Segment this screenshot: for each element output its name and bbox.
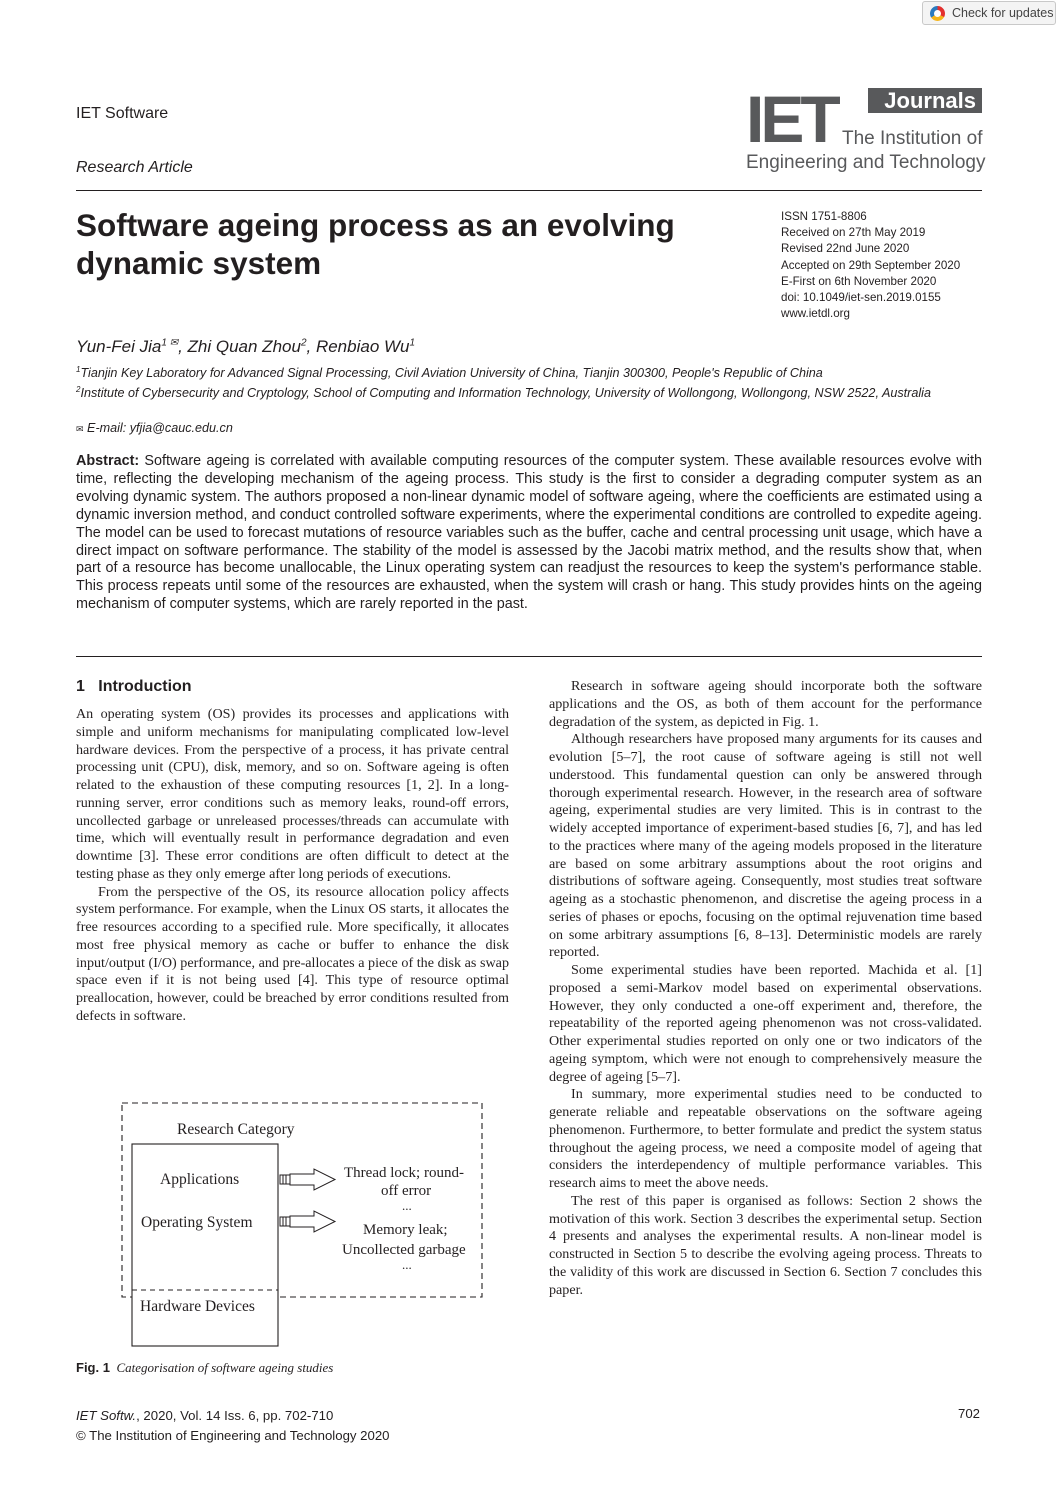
author-list: Yun-Fei Jia$^{1 ✉}$, Zhi Quan Zhou$^2$, Renbiao Wu$^1$ [76,337,416,356]
iet-journals-logo [746,82,986,178]
os-effect-line-1: Memory leak; [363,1222,448,1238]
right-column [549,678,982,1299]
header-divider [76,190,982,191]
figure-label: Fig. 1 [76,1360,110,1375]
paragraph: In summary, more experimental studies need to be conducted to generate reliable and repeatable observations on the software ageing phenomenon. Furthermore, to better formulate and predict the system status throughout the ageing process, we need a composite model of ageing that considers the interdependency of multiple performance variables. This research aims to meet the above needs. [549,1086,982,1191]
meta-efirst: E-First on 6th November 2020 [781,274,937,288]
meta-website[interactable]: www.ietdl.org [781,307,850,321]
meta-received: Received on 27th May 2019 [781,226,926,240]
paragraph: An operating system (OS) provides its processes and applications with simple and uniform mechanisms for manipulating complicated low-level hardware devices. From the perspective of a process, it has private central processing unit (CPU), disk, memory, and so on. Software ageing is often related to the exhaustion of these computing resources [1, 2]. In a long-running server, error conditions such as memory leaks, round-off errors, uncollected garbage or unreleased processes/threads can accumulate with time, which will eventually result in performance degradation and even downtime [3]. These error conditions are often difficult to detect at the testing phase as they only emerge after long periods of executions. [76,706,509,882]
article-title: Software ageing process as an evolving dynamic system [76,207,675,281]
author-name: Yun-Fei Jia [76,337,162,356]
left-column [76,706,509,1026]
article-type: Research Article [76,159,193,176]
logo-badge: Journals [868,88,982,113]
abstract-divider [76,656,982,657]
affiliation-2: $^2$Institute of Cybersecurity and Cryptology, School of Computing and Information Technology, University of Wollongong, Wollongong, NSW 2522, Australia [76,385,931,401]
app-effect-line-2: off error [381,1183,432,1199]
citation-details: , 2020, Vol. 14 Iss. 6, pp. 702-710 [136,1408,334,1423]
applications-label: Applications [160,1171,240,1188]
paragraph: Although researchers have proposed many arguments for its causes and evolution [5–7], the root cause of software ageing is still not well understood. This fundamental question can only be answered through thorough experimental research. However, in the research area of software ageing, experimental studies are very limited. This is in contrast to the widely accepted importance of experiment-based studies [6, 7], and has led to the practices where many of the ageing models proposed in the literature are based on some arbitrary assumptions about the root origins and distributions of software ageing. Consequently, most studies treat software ageing as a stochastic phenomenon, and discretise the ageing process in a series of phases or epochs, focusing on the optimal rejuvenation time based on some arbitrary assumptions [6, 8–13]. Deterministic models are rarely reported. [549,731,982,961]
page-number: 702 [958,1406,981,1421]
corresponding-email[interactable]: ✉ E-mail: yfjia@cauc.edu.cn [76,421,233,435]
paragraph: Some experimental studies have been reported. Machida et al. [1] proposed a semi-Markov model based on experimental observations. However, they only conducted a one-off experiment and, therefore, the repeatability of the reported ageing phenomenon was not cross-validated. Other experimental studies reported on only one or two indicators of the ageing symptom, which were not enough to comprehensively measure the degree of ageing [5–7]. [549,962,982,1085]
journal-name: IET Software [76,105,169,122]
check-for-updates-label: Check for updates [952,6,1054,20]
os-effect-line-2: Uncollected garbage [342,1242,466,1258]
figure-1-caption [76,1360,333,1376]
paragraph: Research in software ageing should incorporate both the software applications and the OS, as both of them account for the performance degradation of the system, as depicted in Fig. 1. [549,678,982,730]
meta-issn: ISSN 1751-8806 [781,210,867,223]
section-number: 1 [76,678,85,695]
figure-caption-text: Categorisation of software ageing studies [116,1360,334,1375]
section-heading [76,678,192,696]
app-effect-line-1: Thread lock; round- [344,1165,464,1181]
hardware-label: Hardware Devices [140,1298,255,1315]
author-affiliation-mark: 2 [300,337,307,349]
app-effect-ellipsis: ... [402,1198,412,1213]
author-name: Renbiao Wu [315,337,410,356]
paragraph: The rest of this paper is organised as follows: Section 2 shows the motivation of this work. Section 3 describes the experimental setup. Section 4 presents and analyses the experimental results. A non-linear model is constructed in Section 5 to describe the evolving ageing process. Threats to the validity of this work are discussed in Section 6. Section 7 concludes this paper. [549,1192,982,1298]
meta-doi[interactable]: doi: 10.1049/iet-sen.2019.0155 [781,291,941,305]
meta-revised: Revised 22nd June 2020 [781,242,910,256]
abstract-label: Abstract: [76,453,140,469]
os-effect-ellipsis: ... [402,1257,412,1272]
author-affiliation-mark: 1 ✉ [161,337,179,349]
abstract-text: Software ageing is correlated with available computing resources of the computer system. These available resources evolve with time, reflecting the developing mechanism of the ageing process. This study is the first to consider a degrading computer system as an evolving dynamic system. The authors proposed a non-linear dynamic model of software ageing, where the coefficients are estimated using a dynamic inversion method, and conduct controlled software experiments, where the experimental conditions are controlled to expedite ageing. The model can be used to forecast mutations of resource variables such as the buffer, cache and central processing unit usage, which have a direct impact on software performance. The stability of the model is assessed by the Jacobi matrix method, and the results show that, when part of a resource has become unallocable, the Linux operating system can readjust the resources to keep the system's performance stable. This process repeats until some of the resources are exhausted, when the system will crash or hang. This study provides hints on the ageing mechanism of computer systems, which are rarely reported in the past. [76,453,983,613]
check-for-updates-button[interactable] [922,1,1056,25]
envelope-icon: ✉ [76,424,84,434]
category-label: Research Category [177,1121,295,1138]
arrow-applications [280,1169,335,1190]
paragraph: From the perspective of the OS, its resource allocation policy affects system performance. For example, when the Linux OS starts, it allocates the free resources according to a specified rule. More specifically, it allocates most free physical memory as cache or buffer to enhance the disk input/output (I/O) performance, and pre-allocates a piece of the disk as swap space even if it is not being used [4]. This type of resource optimal preallocation, however, could be breached by error conditions resulted from defects in software. [76,883,509,1024]
section-title: Introduction [98,678,192,695]
crossmark-icon [930,6,945,21]
logo-word: IET [746,82,837,156]
meta-accepted: Accepted on 29th September 2020 [781,258,961,272]
journal-abbrev: IET Softw. [76,1408,137,1423]
affiliation-1: $^1$Tianjin Key Laboratory for Advanced Signal Processing, Civil Aviation University of China, Tianjin 300300, People's Republic of China [76,365,823,381]
abstract [76,453,982,614]
footer-citation [76,1406,390,1446]
logo-line-1: The Institution of [842,128,983,149]
figure-1-diagram [120,1102,484,1350]
author-name: Zhi Quan Zhou [187,337,301,356]
copyright: © The Institution of Engineering and Technology 2020 [76,1428,390,1443]
logo-line-2: Engineering and Technology [746,152,986,173]
os-label: Operating System [141,1214,253,1231]
author-affiliation-mark: 1 [409,337,416,349]
article-metadata [781,209,960,322]
arrow-os [280,1211,335,1232]
